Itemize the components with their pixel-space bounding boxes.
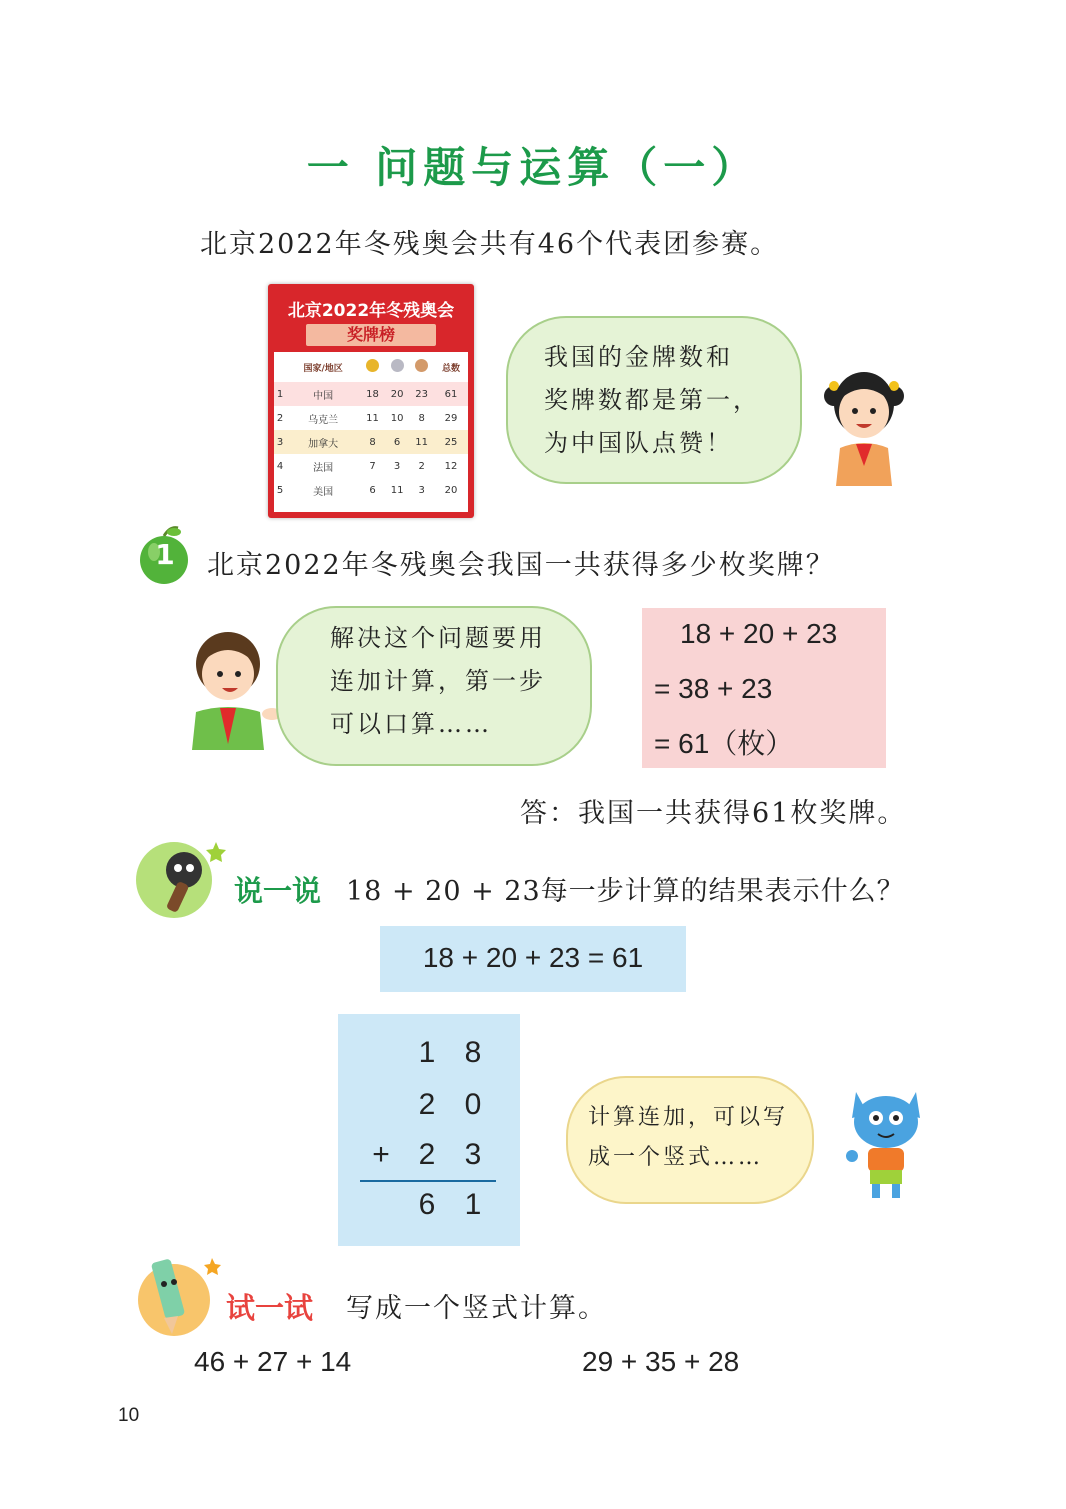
rank-cell: 1 xyxy=(274,382,286,406)
bronze-cell: 3 xyxy=(418,484,425,496)
cat-character-illustration xyxy=(838,1078,934,1202)
table-row xyxy=(274,454,468,478)
gold-cell: 8 xyxy=(360,430,385,454)
girl-speech-text xyxy=(544,336,784,465)
bubble-line: 计算连加，可以写 xyxy=(588,1105,789,1130)
table-row xyxy=(274,382,468,406)
digit: 3 xyxy=(464,1138,482,1171)
digit: 1 xyxy=(418,1036,436,1069)
shi-yi-shi-text: 写成一个竖式计算。 xyxy=(346,1293,607,1324)
table-row xyxy=(274,478,468,502)
country-cell: 加拿大 xyxy=(286,430,360,454)
bubble-line: 可以口算…… xyxy=(330,710,492,738)
table-row xyxy=(274,406,468,430)
bubble-line: 解决这个问题要用 xyxy=(330,624,546,652)
country-cell: 美国 xyxy=(313,486,334,498)
rank-cell: 5 xyxy=(276,484,284,496)
total-cell: 20 xyxy=(444,484,458,496)
medal-table-container xyxy=(274,352,468,512)
medal-table-header xyxy=(274,352,468,382)
silver-cell: 20 xyxy=(385,382,410,406)
microphone-mascot-icon xyxy=(134,830,230,922)
country-cell: 中国 xyxy=(286,382,360,406)
boy-character-illustration xyxy=(184,628,284,750)
rank-cell: 4 xyxy=(276,460,284,472)
total-cell: 61 xyxy=(434,382,468,406)
sum-line xyxy=(360,1180,496,1182)
calc-step-2: = 38 + 23 xyxy=(654,673,773,704)
girl-character-illustration xyxy=(812,356,916,486)
bronze-cell: 8 xyxy=(418,412,425,424)
silver-cell: 3 xyxy=(393,460,401,472)
result-digit: 1 xyxy=(464,1188,482,1221)
gold-cell: 11 xyxy=(366,412,379,424)
result-digit: 6 xyxy=(418,1188,436,1221)
bronze-cell: 11 xyxy=(409,430,434,454)
bronze-cell: 2 xyxy=(418,460,425,472)
shuo-yi-shuo-text: 18 + 20 + 23每一步计算的结果表示什么？ xyxy=(346,876,905,907)
calc-step-1: 18 + 20 + 23 xyxy=(680,618,838,649)
digit: 8 xyxy=(464,1036,482,1069)
gold-cell: 18 xyxy=(360,382,385,406)
medal-board xyxy=(268,284,474,518)
medal-board-title: 北京2022年冬残奥会 xyxy=(287,301,455,321)
header-country: 国家/地区 xyxy=(303,363,343,374)
pencil-mascot-icon xyxy=(134,1252,226,1340)
page-title: 一 问题与运算（一） xyxy=(306,143,760,192)
digit: 0 xyxy=(464,1088,482,1121)
rank-cell: 2 xyxy=(276,412,284,424)
header-total: 总数 xyxy=(441,363,460,374)
gold-medal-icon xyxy=(360,352,385,382)
boy-speech-text xyxy=(330,617,582,746)
silver-cell: 10 xyxy=(390,412,404,424)
question-1-text: 北京2022年冬残奥会我国一共获得多少枚奖牌？ xyxy=(207,550,835,581)
bubble-line: 奖牌数都是第一， xyxy=(544,386,760,414)
gold-cell: 7 xyxy=(369,460,376,472)
answer-text: 答：我国一共获得61枚奖牌。 xyxy=(520,798,907,829)
rank-cell: 3 xyxy=(274,430,286,454)
calc-step-3: = 61（枚） xyxy=(654,728,794,759)
equation-text: 18 + 20 + 23 = 61 xyxy=(422,942,644,973)
shuo-yi-shuo-label: 说一说 xyxy=(234,874,322,908)
bronze-medal-icon xyxy=(409,352,434,382)
page-number: 10 xyxy=(118,1405,140,1426)
cat-speech-text xyxy=(588,1098,808,1178)
bubble-line: 成一个竖式…… xyxy=(588,1145,764,1170)
silver-cell: 6 xyxy=(385,430,410,454)
shi-yi-shi-label: 试一试 xyxy=(226,1291,314,1325)
country-cell: 法国 xyxy=(313,462,334,474)
exercise-2: 29 + 35 + 28 xyxy=(582,1346,740,1377)
medal-board-subtitle: 奖牌榜 xyxy=(306,324,436,346)
bubble-line: 连加计算，第一步 xyxy=(330,667,546,695)
medal-table xyxy=(274,352,468,502)
bubble-line: 为中国队点赞！ xyxy=(544,429,733,457)
digit: 2 xyxy=(418,1138,436,1171)
silver-medal-icon xyxy=(385,352,410,382)
silver-cell: 11 xyxy=(390,484,404,496)
intro-text: 北京2022年冬残奥会共有46个代表团参赛。 xyxy=(200,229,780,260)
plus-sign: + xyxy=(372,1138,390,1171)
bubble-line: 我国的金牌数和 xyxy=(544,343,733,371)
total-cell: 25 xyxy=(434,430,468,454)
exercise-1: 46 + 27 + 14 xyxy=(194,1346,352,1377)
gold-cell: 6 xyxy=(369,484,376,496)
total-cell: 12 xyxy=(444,460,458,472)
bronze-cell: 23 xyxy=(409,382,434,406)
question-number: 1 xyxy=(155,538,175,571)
country-cell: 乌克兰 xyxy=(308,414,339,426)
total-cell: 29 xyxy=(444,412,458,424)
table-row xyxy=(274,430,468,454)
digit: 2 xyxy=(418,1088,436,1121)
